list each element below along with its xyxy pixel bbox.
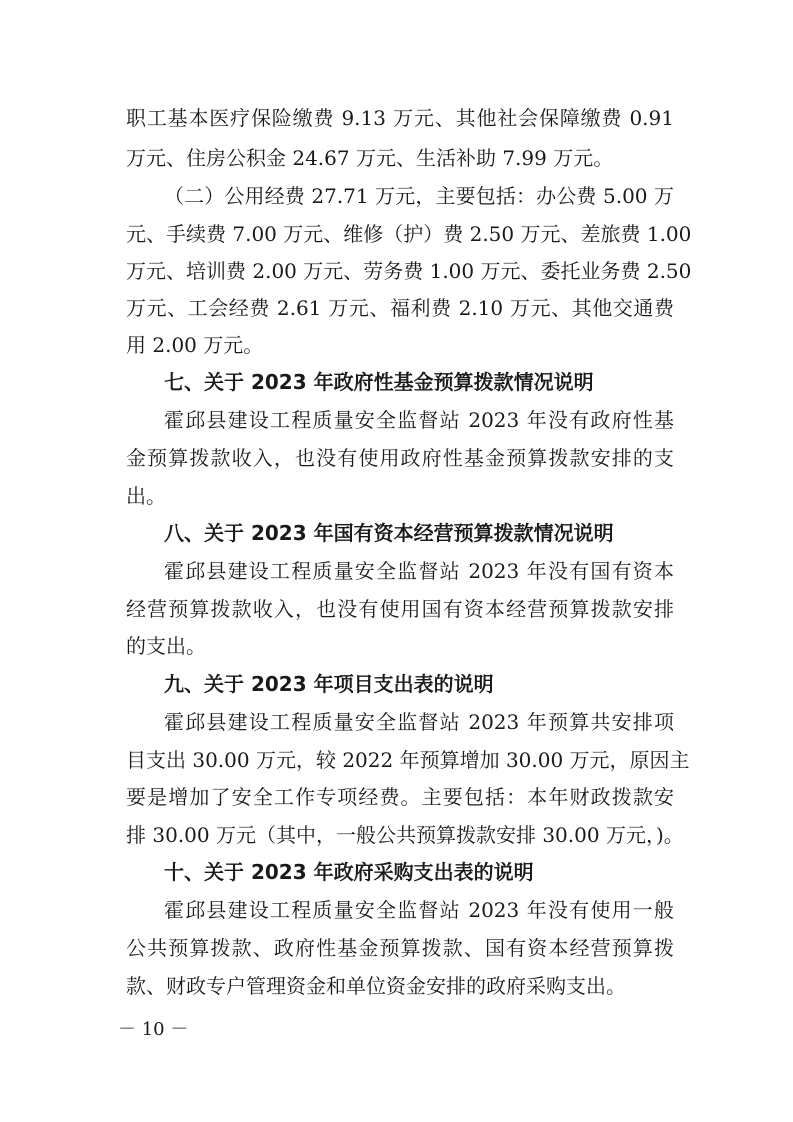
paragraph-line: 用 2.00 万元。 xyxy=(126,333,264,357)
paragraph-line: 霍邱县建设工程质量安全监督站 2023 年没有政府性基 xyxy=(164,408,674,432)
paragraph-line: 霍邱县建设工程质量安全监督站 2023 年预算共安排项 xyxy=(164,710,674,734)
paragraph-line: 公共预算拨款、政府性基金预算拨款、国有资本经营预算拨 xyxy=(126,936,674,960)
paragraph-line: 职工基本医疗保险缴费 9.13 万元、其他社会保障缴费 0.91 xyxy=(126,106,674,130)
section-heading: 九、关于 2023 年项目支出表的说明 xyxy=(164,672,494,696)
paragraph-line: 经营预算拨款收入，也没有使用国有资本经营预算拨款安排 xyxy=(126,597,674,621)
page-number: － 10 － xyxy=(118,1019,189,1040)
paragraph-line: 目支出 30.00 万元，较 2022 年预算增加 30.00 万元，原因主 xyxy=(126,748,690,772)
paragraph-line: 元、手续费 7.00 万元、维修（护）费 2.50 万元、差旅费 1.00 xyxy=(126,222,692,246)
paragraph-line: 霍邱县建设工程质量安全监督站 2023 年没有国有资本 xyxy=(164,559,674,583)
paragraph-line: 出。 xyxy=(126,484,166,508)
paragraph-line: 万元、工会经费 2.61 万元、福利费 2.10 万元、其他交通费 xyxy=(126,296,674,320)
paragraph-line: 的支出。 xyxy=(126,634,206,658)
paragraph-line: 万元、培训费 2.00 万元、劳务费 1.00 万元、委托业务费 2.50 xyxy=(126,259,692,283)
paragraph-line: （二）公用经费 27.71 万元，主要包括：办公费 5.00 万 xyxy=(164,184,674,208)
paragraph-line: 霍邱县建设工程质量安全监督站 2023 年没有使用一般 xyxy=(164,898,674,922)
section-heading: 八、关于 2023 年国有资本经营预算拨款情况说明 xyxy=(164,521,614,545)
section-heading: 十、关于 2023 年政府采购支出表的说明 xyxy=(164,860,534,884)
paragraph-line: 金预算拨款收入，也没有使用政府性基金预算拨款安排的支 xyxy=(126,446,674,470)
paragraph-line: 万元、住房公积金 24.67 万元、生活补助 7.99 万元。 xyxy=(126,146,614,170)
paragraph-line: 款、财政专户管理资金和单位资金安排的政府采购支出。 xyxy=(126,974,626,998)
section-heading: 七、关于 2023 年政府性基金预算拨款情况说明 xyxy=(164,370,594,394)
paragraph-line: 要是增加了安全工作专项经费。主要包括：本年财政拨款安 xyxy=(126,785,674,809)
paragraph-line: 排 30.00 万元（其中，一般公共预算拨款安排 30.00 万元，)。 xyxy=(126,823,684,847)
